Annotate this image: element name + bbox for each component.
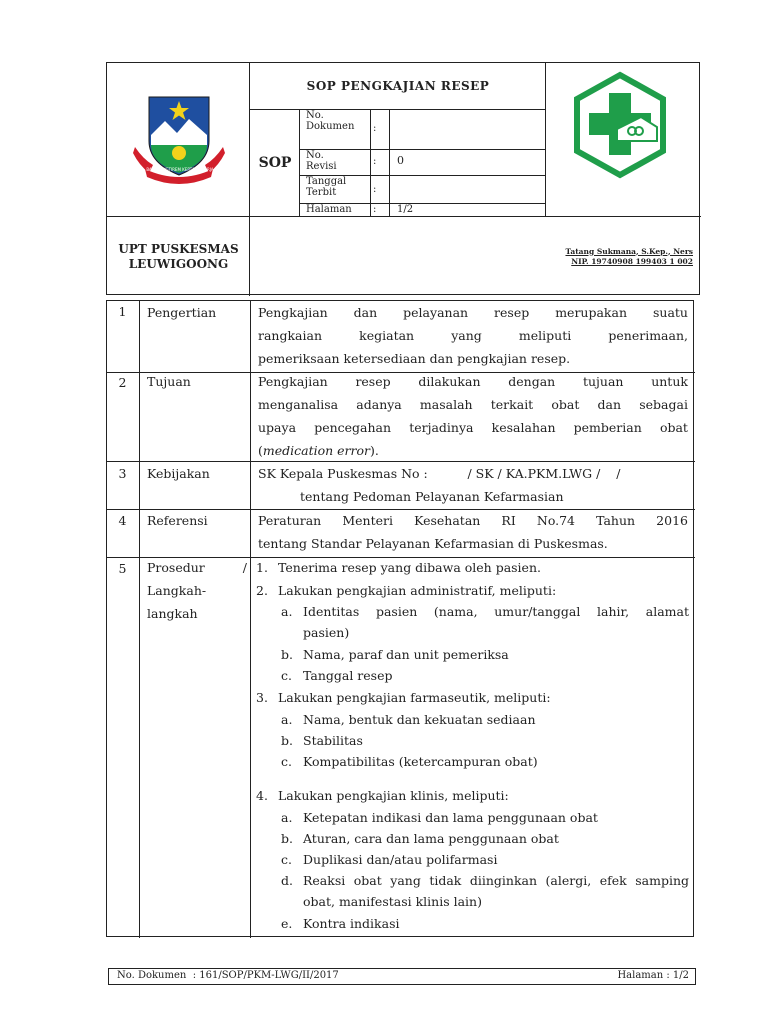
- list-text: Lakukan pengkajian klinis, meliputi:: [278, 788, 509, 803]
- org-line-2: LEUWIGOONG: [128, 256, 229, 271]
- meta-value-page: 1/2: [397, 204, 414, 215]
- list-subitem: [281, 913, 400, 934]
- meta-sep-page: :: [373, 204, 377, 215]
- footer-doc-number: No. Dokumen : 161/SOP/PKM-LWG/II/2017: [117, 970, 339, 981]
- list-subitem: [281, 601, 689, 643]
- text-line: menganalisa adanya masalah terkait obat dan sebagai: [258, 397, 688, 412]
- label-line: Langkah-: [147, 583, 207, 598]
- list-marker: d.: [281, 873, 293, 888]
- list-text-cont: obat, manifestasi klinis lain): [303, 894, 482, 909]
- signatory: [546, 217, 701, 296]
- list-subitem: [281, 870, 689, 912]
- section-text: [258, 462, 688, 508]
- text-line: Pengkajian dan pelayanan resep merupakan suatu: [258, 305, 688, 320]
- list-marker: a.: [281, 810, 293, 825]
- list-marker: 4.: [256, 788, 268, 803]
- list-item: [256, 557, 541, 578]
- signatory-nip: NIP. 19740908 199403 1 002: [571, 256, 693, 266]
- paren-open: (: [258, 443, 263, 458]
- list-text: Ketepatan indikasi dan lama penggunaan obat: [303, 810, 598, 825]
- list-text: Stabilitas: [303, 733, 363, 748]
- section-label: Referensi: [147, 513, 208, 528]
- list-text: Tenerima resep yang dibawa oleh pasien.: [278, 560, 541, 575]
- list-marker: c.: [281, 754, 292, 769]
- text-line: pemeriksaan ketersediaan dan pengkajian resep.: [258, 351, 571, 366]
- section-number: 5: [118, 561, 127, 576]
- section-number: 3: [118, 466, 127, 481]
- text-line: [258, 439, 688, 462]
- sop-label: SOP: [258, 155, 292, 171]
- meta-label-page: Halaman: [306, 204, 352, 215]
- list-text: Kompatibilitas (ketercampuran obat): [303, 754, 538, 769]
- list-item: [256, 687, 551, 708]
- organization-name: [107, 217, 250, 296]
- logo-motto: BAYA PENGTIREM KERTA RAHARJA: [146, 167, 214, 172]
- list-marker: c.: [281, 668, 292, 683]
- footer: [108, 968, 696, 985]
- text-line: rangkaian kegiatan yang meliputi penerimaan,: [258, 328, 688, 343]
- text-line: upaya pencegahan terjadinya kesalahan pemberian obat: [258, 420, 688, 435]
- list-text: Kontra indikasi: [303, 916, 400, 931]
- text-line: Peraturan Menteri Kesehatan RI No.74 Tahun 2016: [258, 513, 688, 528]
- list-marker: 1.: [256, 560, 268, 575]
- list-subitem: [281, 751, 538, 772]
- list-item: [256, 580, 556, 601]
- section-text: [258, 301, 688, 370]
- list-text: Nama, bentuk dan kekuatan sediaan: [303, 712, 536, 727]
- text-line: tentang Pedoman Pelayanan Kefarmasian: [300, 489, 564, 504]
- list-text: Tanggal resep: [303, 668, 393, 683]
- list-text: Identitas pasien (nama, umur/tanggal lahir, alamat: [303, 604, 689, 619]
- regency-logo: [129, 89, 229, 189]
- list-text-cont: pasien): [303, 625, 350, 640]
- list-text: Lakukan pengkajian farmaseutik, meliputi:: [278, 690, 551, 705]
- list-text: Aturan, cara dan lama penggunaan obat: [303, 831, 559, 846]
- list-marker: b.: [281, 733, 293, 748]
- list-subitem: [281, 828, 559, 849]
- meta-label-doc: No. Dokumen: [306, 110, 355, 132]
- list-marker: c.: [281, 852, 292, 867]
- label-line: Prosedur: [147, 560, 205, 575]
- list-text: Reaksi obat yang tidak diinginkan (alergi, efek samping: [303, 873, 689, 888]
- meta-sep-doc: :: [373, 123, 377, 134]
- content-table: [106, 300, 694, 937]
- section-label: Kebijakan: [147, 466, 210, 481]
- meta-label-date: Tanggal Terbit: [306, 176, 347, 198]
- section-text: [258, 370, 688, 462]
- text-line: Pengkajian resep dilakukan dengan tujuan untuk: [258, 374, 688, 389]
- section-label: Pengertian: [147, 305, 217, 320]
- list-subitem: [281, 709, 536, 730]
- list-marker: e.: [281, 916, 293, 931]
- list-marker: a.: [281, 712, 293, 727]
- section-label: Tujuan: [147, 374, 191, 389]
- section-text: [258, 509, 688, 555]
- text-line: tentang Standar Pelayanan Kefarmasian di Puskesmas.: [258, 536, 608, 551]
- list-marker: 2.: [256, 583, 268, 598]
- meta-value-rev: 0: [397, 154, 404, 167]
- label-line: langkah: [147, 606, 198, 621]
- list-subitem: [281, 644, 509, 665]
- page-title: SOP PENGKAJIAN RESEP: [306, 79, 490, 93]
- section-number: 1: [118, 304, 127, 319]
- medication-error-term: medication error: [262, 443, 371, 458]
- header-table: [106, 62, 700, 295]
- list-subitem: [281, 849, 497, 870]
- signatory-name: Tatang Sukmana, S.Kep., Ners: [565, 246, 693, 256]
- meta-sep-rev: :: [373, 156, 377, 167]
- label-slash: /: [242, 560, 247, 575]
- list-marker: a.: [281, 604, 293, 619]
- paren-close: ).: [370, 443, 379, 458]
- section-number: 4: [118, 513, 127, 528]
- list-subitem: [281, 807, 598, 828]
- section-number: 2: [118, 375, 127, 390]
- list-text: Nama, paraf dan unit pemeriksa: [303, 647, 509, 662]
- list-marker: 3.: [256, 690, 268, 705]
- list-marker: b.: [281, 831, 293, 846]
- puskesmas-logo: [571, 71, 669, 181]
- section-label: [147, 556, 247, 625]
- list-marker: b.: [281, 647, 293, 662]
- list-text: Duplikasi dan/atau polifarmasi: [303, 852, 498, 867]
- org-line-1: UPT PUSKESMAS: [118, 241, 239, 256]
- list-subitem: [281, 665, 392, 686]
- footer-page: Halaman : 1/2: [617, 970, 689, 981]
- list-subitem: [281, 730, 363, 751]
- meta-sep-date: :: [373, 184, 377, 195]
- meta-label-rev: No. Revisi: [306, 150, 337, 172]
- text-line: SK Kepala Puskesmas No : / SK / KA.PKM.LWG / /: [258, 466, 621, 481]
- list-item: [256, 785, 509, 806]
- list-text: Lakukan pengkajian administratif, meliputi:: [278, 583, 557, 598]
